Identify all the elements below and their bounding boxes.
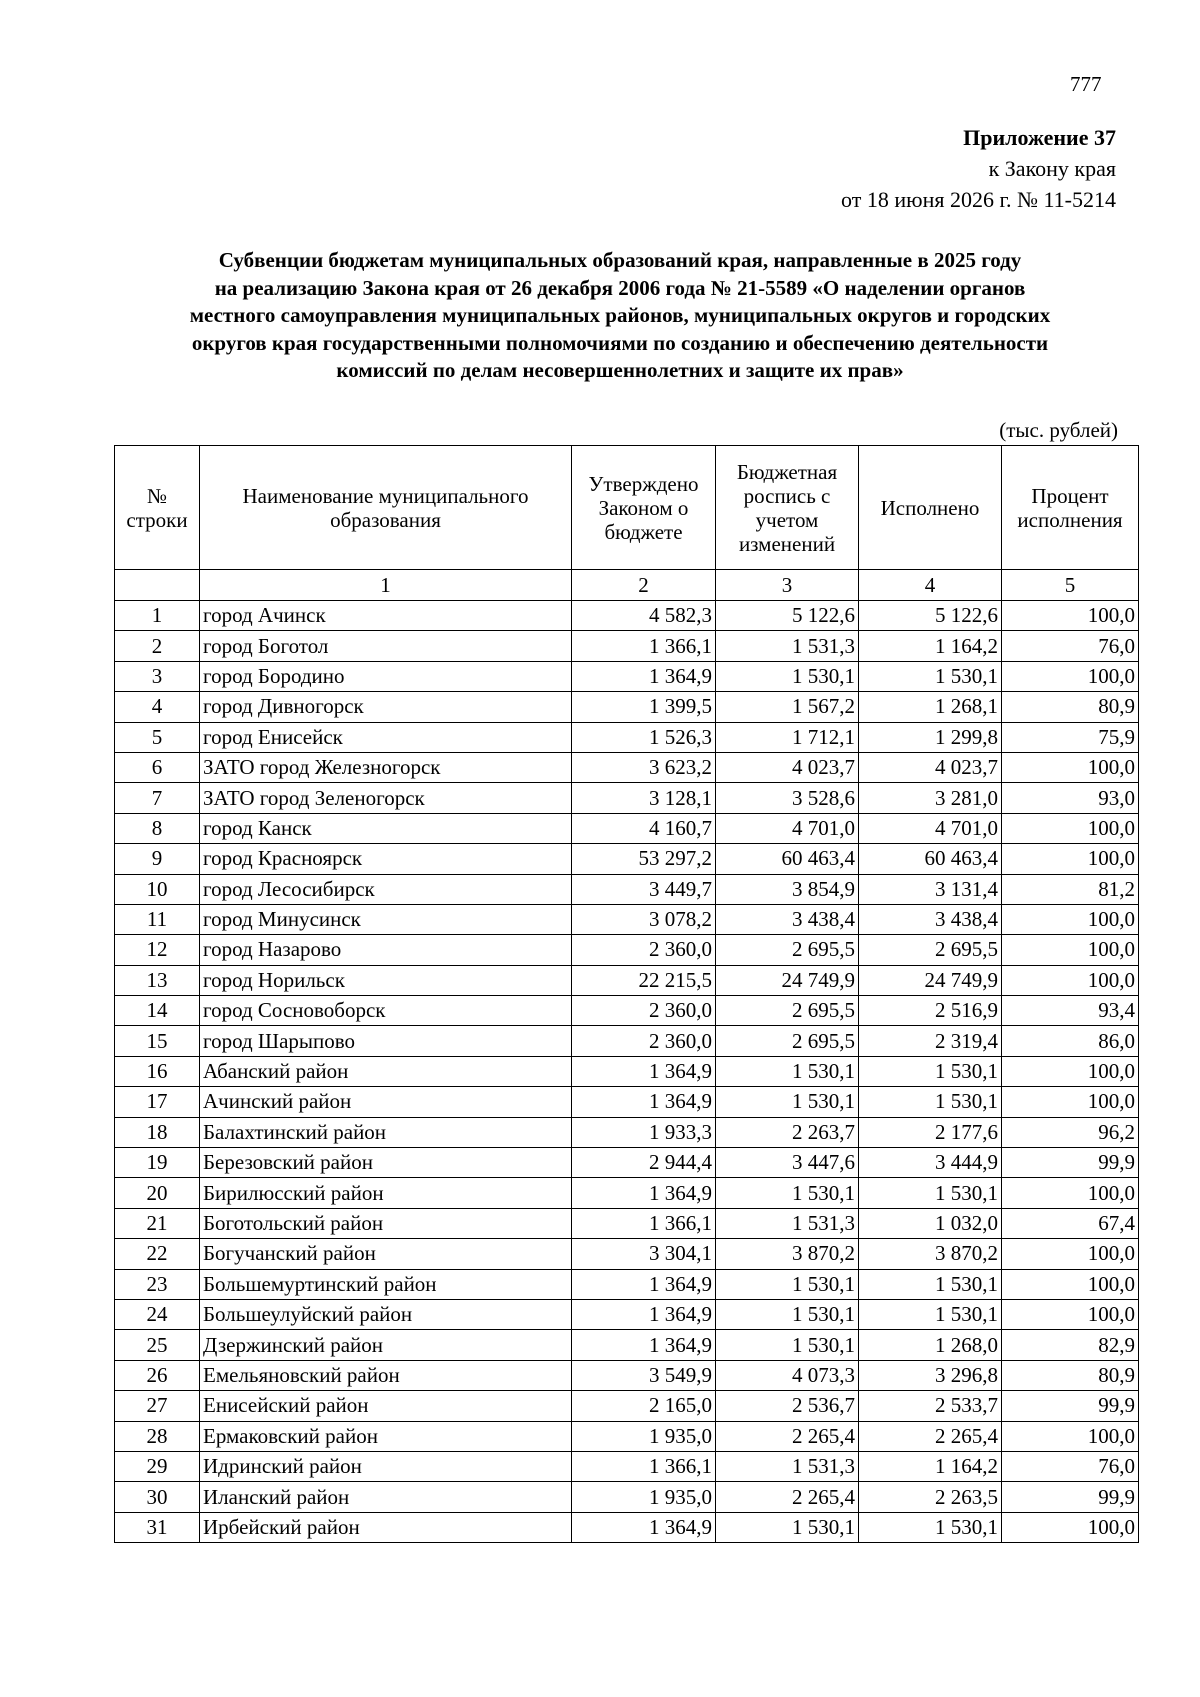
cell-execution-percent: 76,0 [1002, 631, 1139, 661]
cell-execution-percent: 86,0 [1002, 1026, 1139, 1056]
title-line: на реализацию Закона края от 26 декабря 2006 года № 21-5589 «О наделении органов [214, 275, 1026, 300]
header-execution-percent: Процент исполнения [1002, 446, 1139, 570]
cell-budget-schedule: 2 265,4 [716, 1482, 859, 1512]
cell-row-number: 31 [115, 1512, 200, 1542]
cell-execution-percent: 100,0 [1002, 601, 1139, 631]
cell-executed: 2 516,9 [859, 996, 1002, 1026]
table-row [115, 1330, 1139, 1360]
table-row [115, 1482, 1139, 1512]
cell-executed: 4 023,7 [859, 752, 1002, 782]
column-number-row [115, 570, 1139, 601]
header-executed: Исполнено [859, 446, 1002, 570]
cell-budget-schedule: 2 695,5 [716, 1026, 859, 1056]
cell-municipality-name: Балахтинский район [200, 1117, 572, 1147]
cell-execution-percent: 100,0 [1002, 844, 1139, 874]
cell-row-number: 23 [115, 1269, 200, 1299]
cell-budget-schedule: 5 122,6 [716, 601, 859, 631]
cell-approved: 3 449,7 [572, 874, 716, 904]
cell-row-number: 13 [115, 965, 200, 995]
appendix-title: Приложение 37 [963, 125, 1116, 150]
cell-row-number: 12 [115, 935, 200, 965]
cell-municipality-name: Абанский район [200, 1056, 572, 1086]
cell-approved: 3 549,9 [572, 1360, 716, 1390]
cell-approved: 1 526,3 [572, 722, 716, 752]
cell-approved: 1 366,1 [572, 631, 716, 661]
cell-row-number: 7 [115, 783, 200, 813]
cell-executed: 3 438,4 [859, 904, 1002, 934]
cell-executed: 1 299,8 [859, 722, 1002, 752]
table-row [115, 1178, 1139, 1208]
cell-municipality-name: Ермаковский район [200, 1421, 572, 1451]
cell-executed: 1 164,2 [859, 1451, 1002, 1481]
table-row [115, 661, 1139, 691]
cell-budget-schedule: 3 854,9 [716, 874, 859, 904]
cell-approved: 1 364,9 [572, 1299, 716, 1329]
cell-executed: 2 263,5 [859, 1482, 1002, 1512]
cell-approved: 1 364,9 [572, 1512, 716, 1542]
cell-municipality-name: Боготольский район [200, 1208, 572, 1238]
cell-municipality-name: город Сосновоборск [200, 996, 572, 1026]
table-row [115, 692, 1139, 722]
cell-row-number: 26 [115, 1360, 200, 1390]
cell-row-number: 17 [115, 1087, 200, 1117]
cell-executed: 4 701,0 [859, 813, 1002, 843]
cell-approved: 3 623,2 [572, 752, 716, 782]
table-row [115, 1391, 1139, 1421]
cell-row-number: 14 [115, 996, 200, 1026]
cell-municipality-name: Березовский район [200, 1148, 572, 1178]
appendix-block [841, 122, 1116, 215]
cell-row-number: 25 [115, 1330, 200, 1360]
cell-executed: 2 319,4 [859, 1026, 1002, 1056]
cell-municipality-name: город Боготол [200, 631, 572, 661]
cell-executed: 3 870,2 [859, 1239, 1002, 1269]
cell-budget-schedule: 3 528,6 [716, 783, 859, 813]
title-line: Субвенции бюджетам муниципальных образований края, направленные в 2025 году [218, 248, 1022, 272]
cell-municipality-name: город Енисейск [200, 722, 572, 752]
table-row [115, 631, 1139, 661]
cell-approved: 2 165,0 [572, 1391, 716, 1421]
cell-row-number: 15 [115, 1026, 200, 1056]
table-row [115, 601, 1139, 631]
unit-label: (тыс. рублей) [999, 418, 1118, 442]
cell-approved: 22 215,5 [572, 965, 716, 995]
cell-execution-percent: 75,9 [1002, 722, 1139, 752]
appendix-law-date: от 18 июня 2026 г. № 11-5214 [841, 187, 1116, 212]
cell-row-number: 11 [115, 904, 200, 934]
cell-execution-percent: 99,9 [1002, 1148, 1139, 1178]
cell-municipality-name: город Минусинск [200, 904, 572, 934]
cell-executed: 1 530,1 [859, 1056, 1002, 1086]
cell-execution-percent: 93,4 [1002, 996, 1139, 1026]
cell-execution-percent: 100,0 [1002, 1421, 1139, 1451]
cell-municipality-name: Большеулуйский район [200, 1299, 572, 1329]
cell-budget-schedule: 1 530,1 [716, 1299, 859, 1329]
cell-execution-percent: 100,0 [1002, 965, 1139, 995]
cell-budget-schedule: 2 695,5 [716, 935, 859, 965]
cell-execution-percent: 100,0 [1002, 1087, 1139, 1117]
cell-execution-percent: 96,2 [1002, 1117, 1139, 1147]
cell-executed: 60 463,4 [859, 844, 1002, 874]
column-number: 1 [200, 570, 572, 601]
cell-budget-schedule: 3 870,2 [716, 1239, 859, 1269]
cell-row-number: 10 [115, 874, 200, 904]
cell-budget-schedule: 1 530,1 [716, 1330, 859, 1360]
cell-executed: 1 164,2 [859, 631, 1002, 661]
cell-budget-schedule: 1 531,3 [716, 1208, 859, 1238]
cell-budget-schedule: 1 530,1 [716, 1178, 859, 1208]
cell-row-number: 30 [115, 1482, 200, 1512]
cell-municipality-name: город Дивногорск [200, 692, 572, 722]
cell-execution-percent: 100,0 [1002, 935, 1139, 965]
cell-execution-percent: 80,9 [1002, 692, 1139, 722]
title-line: комиссий по делам несовершеннолетних и защите их прав» [336, 358, 904, 382]
cell-approved: 1 366,1 [572, 1208, 716, 1238]
table-row [115, 1299, 1139, 1329]
cell-approved: 1 366,1 [572, 1451, 716, 1481]
cell-municipality-name: Иланский район [200, 1482, 572, 1512]
cell-municipality-name: город Шарыпово [200, 1026, 572, 1056]
table-row [115, 813, 1139, 843]
cell-approved: 1 364,9 [572, 1087, 716, 1117]
table-row [115, 1421, 1139, 1451]
cell-approved: 1 364,9 [572, 1056, 716, 1086]
cell-municipality-name: город Ачинск [200, 601, 572, 631]
cell-approved: 1 935,0 [572, 1421, 716, 1451]
cell-approved: 3 078,2 [572, 904, 716, 934]
cell-row-number: 29 [115, 1451, 200, 1481]
subventions-table [114, 445, 1139, 1543]
cell-row-number: 2 [115, 631, 200, 661]
cell-municipality-name: Большемуртинский район [200, 1269, 572, 1299]
cell-row-number: 5 [115, 722, 200, 752]
cell-approved: 2 360,0 [572, 996, 716, 1026]
page-number: 777 [1070, 72, 1102, 96]
cell-executed: 2 695,5 [859, 935, 1002, 965]
cell-executed: 2 177,6 [859, 1117, 1002, 1147]
cell-execution-percent: 100,0 [1002, 661, 1139, 691]
table-row [115, 1117, 1139, 1147]
cell-row-number: 20 [115, 1178, 200, 1208]
cell-row-number: 27 [115, 1391, 200, 1421]
table-row [115, 1360, 1139, 1390]
cell-approved: 4 582,3 [572, 601, 716, 631]
cell-budget-schedule: 2 265,4 [716, 1421, 859, 1451]
table-header-row [115, 446, 1139, 570]
cell-row-number: 16 [115, 1056, 200, 1086]
cell-executed: 1 268,1 [859, 692, 1002, 722]
cell-executed: 3 444,9 [859, 1148, 1002, 1178]
table-row [115, 1239, 1139, 1269]
cell-execution-percent: 80,9 [1002, 1360, 1139, 1390]
cell-executed: 1 530,1 [859, 1299, 1002, 1329]
table-row [115, 1512, 1139, 1542]
cell-executed: 1 530,1 [859, 661, 1002, 691]
cell-executed: 1 530,1 [859, 1178, 1002, 1208]
cell-budget-schedule: 2 263,7 [716, 1117, 859, 1147]
table-row [115, 1026, 1139, 1056]
cell-municipality-name: город Канск [200, 813, 572, 843]
cell-row-number: 6 [115, 752, 200, 782]
table-row [115, 996, 1139, 1026]
cell-executed: 24 749,9 [859, 965, 1002, 995]
cell-executed: 1 032,0 [859, 1208, 1002, 1238]
header-municipality-name: Наименование муниципального образования [200, 446, 572, 570]
cell-municipality-name: Ирбейский район [200, 1512, 572, 1542]
cell-execution-percent: 99,9 [1002, 1391, 1139, 1421]
cell-municipality-name: Идринский район [200, 1451, 572, 1481]
cell-execution-percent: 81,2 [1002, 874, 1139, 904]
cell-executed: 3 131,4 [859, 874, 1002, 904]
cell-execution-percent: 100,0 [1002, 1178, 1139, 1208]
cell-row-number: 18 [115, 1117, 200, 1147]
cell-approved: 4 160,7 [572, 813, 716, 843]
cell-executed: 1 530,1 [859, 1512, 1002, 1542]
table-row [115, 722, 1139, 752]
cell-approved: 1 935,0 [572, 1482, 716, 1512]
cell-execution-percent: 100,0 [1002, 904, 1139, 934]
cell-budget-schedule: 24 749,9 [716, 965, 859, 995]
cell-row-number: 1 [115, 601, 200, 631]
cell-budget-schedule: 1 712,1 [716, 722, 859, 752]
cell-municipality-name: город Назарово [200, 935, 572, 965]
cell-municipality-name: Ачинский район [200, 1087, 572, 1117]
cell-execution-percent: 100,0 [1002, 1056, 1139, 1086]
cell-budget-schedule: 2 536,7 [716, 1391, 859, 1421]
cell-budget-schedule: 3 447,6 [716, 1148, 859, 1178]
cell-budget-schedule: 1 530,1 [716, 1056, 859, 1086]
cell-municipality-name: Дзержинский район [200, 1330, 572, 1360]
appendix-law-reference: к Закону края [988, 156, 1116, 181]
cell-executed: 2 533,7 [859, 1391, 1002, 1421]
cell-executed: 1 268,0 [859, 1330, 1002, 1360]
cell-budget-schedule: 1 531,3 [716, 631, 859, 661]
cell-executed: 1 530,1 [859, 1087, 1002, 1117]
cell-execution-percent: 100,0 [1002, 1512, 1139, 1542]
table-row [115, 783, 1139, 813]
cell-municipality-name: Богучанский район [200, 1239, 572, 1269]
document-title [90, 247, 1150, 385]
cell-execution-percent: 99,9 [1002, 1482, 1139, 1512]
cell-budget-schedule: 1 530,1 [716, 1087, 859, 1117]
cell-approved: 1 364,9 [572, 661, 716, 691]
table-row [115, 1451, 1139, 1481]
column-number: 5 [1002, 570, 1139, 601]
table-row [115, 1208, 1139, 1238]
cell-approved: 1 933,3 [572, 1117, 716, 1147]
header-budget-schedule: Бюджетная роспись с учетом изменений [716, 446, 859, 570]
cell-approved: 53 297,2 [572, 844, 716, 874]
header-row-number: № строки [115, 446, 200, 570]
cell-execution-percent: 82,9 [1002, 1330, 1139, 1360]
cell-executed: 1 530,1 [859, 1269, 1002, 1299]
cell-municipality-name: город Красноярск [200, 844, 572, 874]
table-row [115, 1269, 1139, 1299]
cell-municipality-name: город Бородино [200, 661, 572, 691]
cell-approved: 3 128,1 [572, 783, 716, 813]
cell-approved: 1 364,9 [572, 1178, 716, 1208]
cell-executed: 3 281,0 [859, 783, 1002, 813]
cell-row-number: 22 [115, 1239, 200, 1269]
cell-row-number: 28 [115, 1421, 200, 1451]
cell-approved: 1 364,9 [572, 1269, 716, 1299]
cell-execution-percent: 100,0 [1002, 1299, 1139, 1329]
cell-execution-percent: 100,0 [1002, 1239, 1139, 1269]
cell-row-number: 19 [115, 1148, 200, 1178]
cell-execution-percent: 76,0 [1002, 1451, 1139, 1481]
table-row [115, 874, 1139, 904]
column-number: 4 [859, 570, 1002, 601]
cell-executed: 2 265,4 [859, 1421, 1002, 1451]
title-line: местного самоуправления муниципальных районов, муниципальных округов и городских [189, 303, 1051, 327]
table-row [115, 844, 1139, 874]
cell-municipality-name: Емельяновский район [200, 1360, 572, 1390]
table-row [115, 965, 1139, 995]
cell-execution-percent: 100,0 [1002, 752, 1139, 782]
cell-execution-percent: 93,0 [1002, 783, 1139, 813]
table-row [115, 904, 1139, 934]
cell-execution-percent: 100,0 [1002, 813, 1139, 843]
cell-municipality-name: ЗАТО город Железногорск [200, 752, 572, 782]
cell-municipality-name: Бирилюсский район [200, 1178, 572, 1208]
cell-approved: 2 944,4 [572, 1148, 716, 1178]
table-row [115, 1087, 1139, 1117]
cell-row-number: 21 [115, 1208, 200, 1238]
column-number: 2 [572, 570, 716, 601]
table-row [115, 1056, 1139, 1086]
cell-budget-schedule: 1 567,2 [716, 692, 859, 722]
cell-budget-schedule: 1 531,3 [716, 1451, 859, 1481]
table-row [115, 752, 1139, 782]
cell-municipality-name: ЗАТО город Зеленогорск [200, 783, 572, 813]
cell-budget-schedule: 60 463,4 [716, 844, 859, 874]
cell-budget-schedule: 4 073,3 [716, 1360, 859, 1390]
cell-row-number: 4 [115, 692, 200, 722]
cell-executed: 5 122,6 [859, 601, 1002, 631]
cell-approved: 2 360,0 [572, 935, 716, 965]
cell-budget-schedule: 3 438,4 [716, 904, 859, 934]
cell-executed: 3 296,8 [859, 1360, 1002, 1390]
cell-row-number: 24 [115, 1299, 200, 1329]
cell-approved: 1 399,5 [572, 692, 716, 722]
cell-approved: 2 360,0 [572, 1026, 716, 1056]
cell-municipality-name: Енисейский район [200, 1391, 572, 1421]
title-line: округов края государственными полномочиями по созданию и обеспечению деятельности [191, 330, 1049, 355]
cell-approved: 3 304,1 [572, 1239, 716, 1269]
cell-row-number: 8 [115, 813, 200, 843]
cell-budget-schedule: 1 530,1 [716, 661, 859, 691]
cell-row-number: 9 [115, 844, 200, 874]
cell-row-number: 3 [115, 661, 200, 691]
table-row [115, 935, 1139, 965]
header-approved: Утверждено Законом о бюджете [572, 446, 716, 570]
column-number: 3 [716, 570, 859, 601]
cell-approved: 1 364,9 [572, 1330, 716, 1360]
column-number [115, 570, 200, 601]
cell-budget-schedule: 4 023,7 [716, 752, 859, 782]
cell-execution-percent: 67,4 [1002, 1208, 1139, 1238]
cell-budget-schedule: 1 530,1 [716, 1269, 859, 1299]
cell-municipality-name: город Лесосибирск [200, 874, 572, 904]
cell-execution-percent: 100,0 [1002, 1269, 1139, 1299]
cell-budget-schedule: 1 530,1 [716, 1512, 859, 1542]
cell-budget-schedule: 4 701,0 [716, 813, 859, 843]
cell-budget-schedule: 2 695,5 [716, 996, 859, 1026]
cell-municipality-name: город Норильск [200, 965, 572, 995]
table-row [115, 1148, 1139, 1178]
